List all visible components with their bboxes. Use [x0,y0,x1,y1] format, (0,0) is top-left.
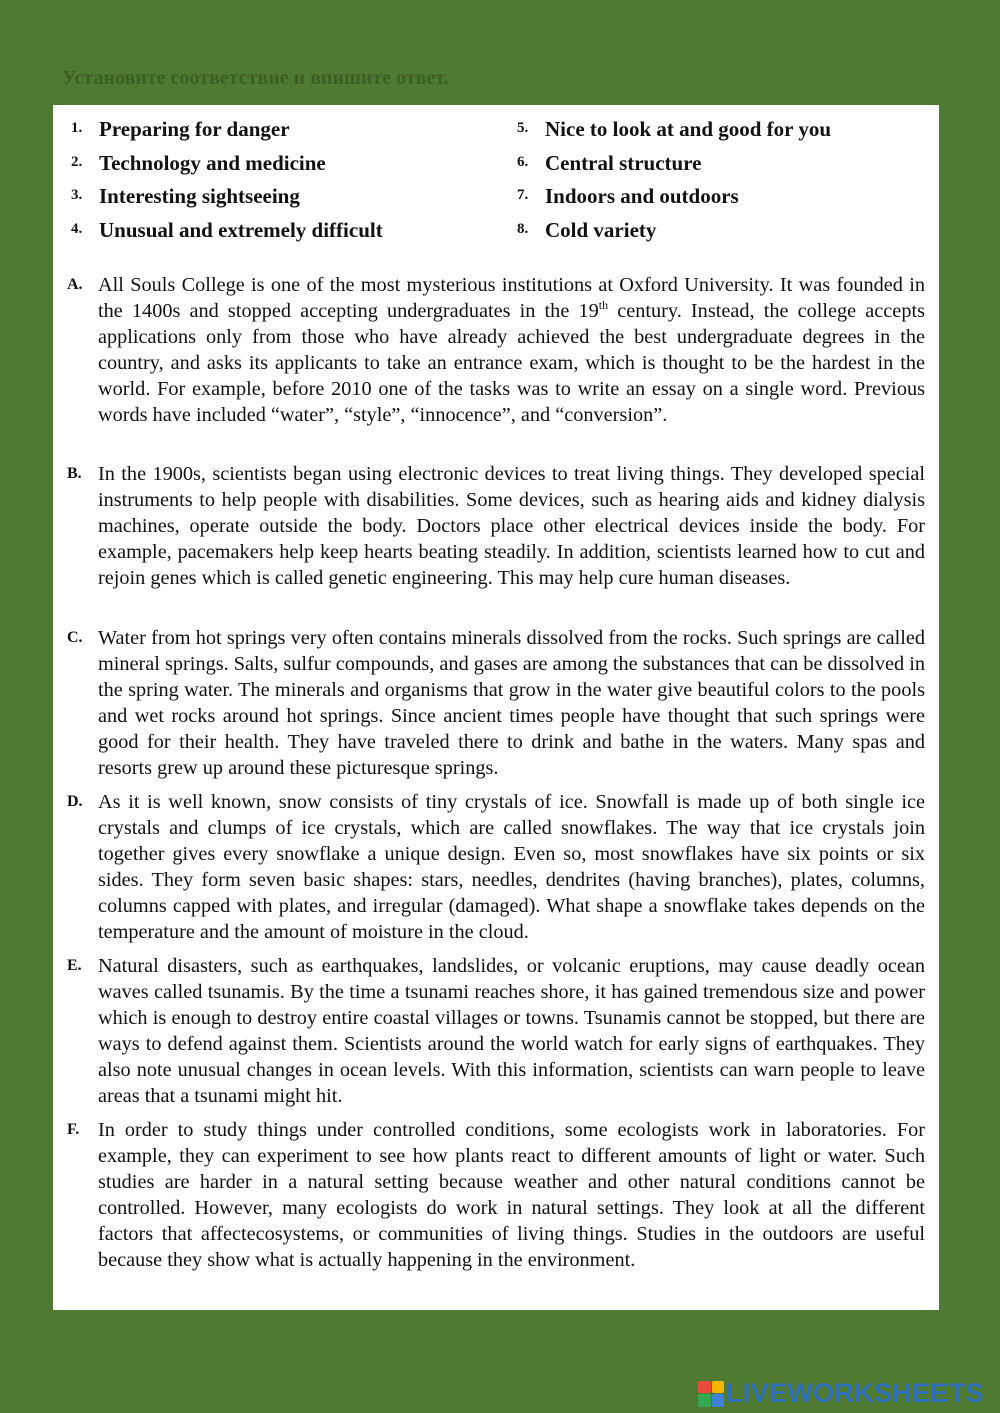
heading-text: Nice to look at and good for you [545,117,832,141]
heading-text: Indoors and outdoors [545,184,739,209]
watermark-text: LIVEWORKSHEETS [726,1378,984,1408]
heading-number: 2. [71,153,83,170]
heading-text: Central structure [545,150,702,175]
heading-item [71,184,383,218]
text-body: As it is well known, snow consists of tiny crystals of ice. Snowfall is made up of both single ice crystals and clumps of ice crystals, which are called snowflakes. The way that ice crystals join together gives every snowflake a unique design. Even so, most snowflakes have six points or six sides. They form seven basic shapes: stars, needles, dendrites (having branches), plates, columns, columns capped with plates, and irregular (damaged). What shape a snowflake takes depends on the temperature and the amount of moisture in the cloud. [98,791,925,944]
heading-item [71,117,383,151]
heading-number: 8. [517,221,529,238]
headings-column-left [71,117,383,252]
text-letter: B. [67,465,82,482]
text-letter: E. [67,957,82,974]
heading-text: Technology and medicine [99,150,326,175]
heading-item [517,151,831,185]
instruction-heading: Установите соответствие и впишите ответ. [62,67,449,89]
heading-number: 7. [517,187,529,204]
text-body: In the 1900s, scientists began using electronic devices to treat living things. They developed special instruments to help people with disabilities. Some devices, such as hearing aids and kidney dialysis machines, operate outside the body. Doctors place other electrical devices inside the body. For example, pacemakers help keep hearts beating steadily. In addition, scientists learned how to cut and rejoin genes which is called genetic engineering. This may help cure human diseases. [98,463,925,590]
text-letter: D. [67,793,83,810]
text-body: All Souls College is one of the most mysterious institutions at Oxford University. It was founded in the 1400s and stopped accepting undergraduates in the 19th century. Instead, the college accepts applications only from those who have already achieved the best undergraduate degrees in the country, and asks its applicants to take an entrance exam, which is thought to be the hardest in the world. For example, before 2010 one of the tasks was to write an essay on a single word. Previous words have included “water”, “style”, “innocence”, and “conversion”. [98,274,925,427]
text-letter: F. [67,1121,80,1138]
text-body: Natural disasters, such as earthquakes, landslides, or volcanic eruptions, may cause deadly ocean waves called tsunamis. By the time a tsunami reaches shore, it has gained tremendous size and power which is enough to destroy entire coastal villages or towns. Tsunamis cannot be stopped, but there are ways to defend against them. Scientists around the world watch for early signs of earthquakes. They also note unusual changes in ocean levels. With this information, scientists can warn people to leave areas that a tsunami might hit. [98,955,925,1108]
headings-column-right [517,117,831,252]
heading-item [517,117,831,151]
heading-number: 1. [71,120,83,136]
heading-text: Unusual and extremely difficult [99,218,383,243]
heading-item [71,218,383,252]
heading-text: Cold variety [545,218,657,243]
heading-item [517,184,831,218]
text-body: In order to study things under controlled conditions, some ecologists work in laboratories. For example, they can experiment to see how plants react to different amounts of light or water. Such studies are harder in a natural setting because weather and other natural conditions cannot be controlled. However, many ecologists do work in natural settings. They look at all the different factors that affectecosystems, or communities of living things. Studies in the outdoors are useful because they show what is actually happening in the environment. [98,1119,925,1272]
heading-number: 4. [71,221,83,238]
heading-number: 3. [71,187,83,204]
text-body: Water from hot springs very often contains minerals dissolved from the rocks. Such springs are called mineral springs. Salts, sulfur compounds, and gases are among the substances that can be dissolved in the spring water. The minerals and organisms that grow in the water give beautiful colors to the pools and wet rocks around hot springs. Since ancient times people have thought that such springs were good for their health. They have traveled there to drink and bathe in the waters. Many spas and resorts grew up around these picturesque springs. [98,627,925,780]
heading-number: 6. [517,153,529,170]
liveworksheets-watermark [698,1378,984,1409]
text-letter: C. [67,629,83,646]
liveworksheets-logo-icon [698,1381,724,1407]
heading-item [517,218,831,252]
worksheet-panel [53,105,939,1310]
text-letter: A. [67,276,83,293]
heading-text: Interesting sightseeing [99,184,300,209]
heading-text: Preparing for danger [99,117,290,141]
heading-item [71,151,383,185]
heading-number: 5. [517,120,529,136]
